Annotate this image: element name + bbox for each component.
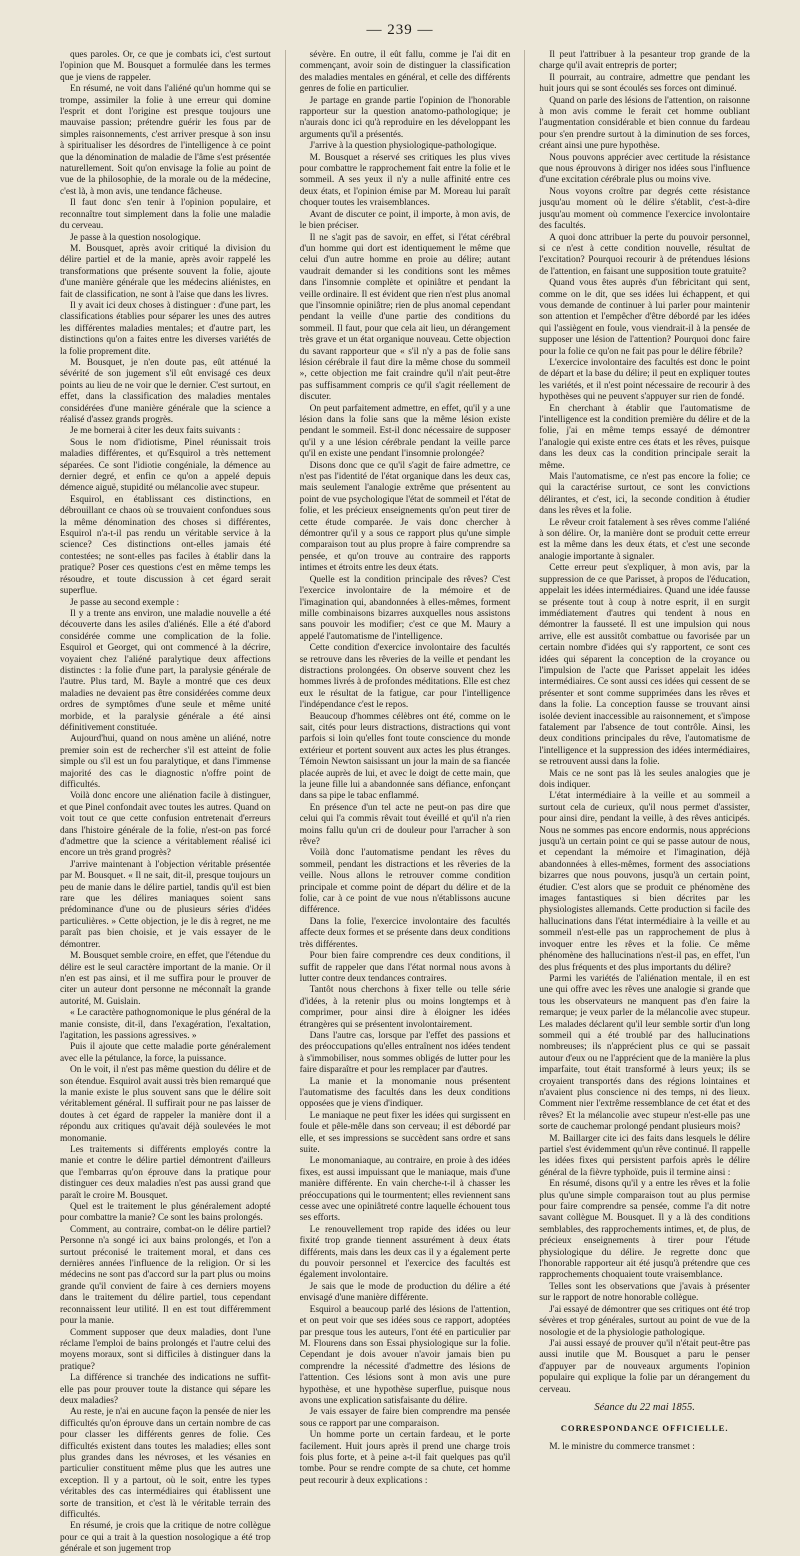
paragraph: Parmi les variétés de l'aliénation mentale, il en est une qui offre avec les rêves une analogie si grande que tous les observateurs ne manquent pas d'en faire la remarque; je veux parler de la mélancolie avec stupeur. Les malades déclarent qu'il leur semble sortir d'un long sommeil qui a été troublé par des hallucinations nombreuses; ils n'apprécient plus ce qui se passait autour d'eux ou ne l'apprécient que de la manière la plus imparfaite, tout était transformé à leurs yeux; ils se croyaient transportés dans des régions lointaines et n'avaient plus conscience ni des temps, ni des lieux. Comment nier l'extrême ressemblance de cet état et des rêves? Et la mélancolie avec stupeur n'est-elle pas une sorte de cauchemar prolongé pendant plusieurs mois? (539, 973, 750, 1133)
paragraph: Au reste, je n'ai en aucune façon la pensée de nier les difficultés qu'on éprouve dans un certain nombre de cas pour classer les différents genres de folie. Ces difficultés existent dans toutes les maladies; elles sont plus grandes dans les névroses, et les vésanies en particulier constituent même plus que les autres une exception. Il y a partout, où le soit, entre les types véritables des cas intermédiaires qui établissent une sorte de transition, et c'est là le véritable terrain des difficultés. (60, 1407, 271, 1520)
paragraph: Aujourd'hui, quand on nous amène un aliéné, notre premier soin est de rechercher s'il est atteint de folie simple ou s'il est un fou paralytique, et dans l'immense majorité des cas le diagnostic n'offre point de difficultés. (60, 734, 271, 790)
text-columns (60, 50, 750, 1555)
paragraph: Cette condition d'exercice involontaire des facultés se retrouve dans les rêveries de la veille et pendant les distractions prolongées. On observe souvent chez les hommes livrés à de profondes méditations. Elle est chez eux le résultat de la fatigue, car pour l'intelligence l'indépendance c'est le repos. (299, 643, 511, 711)
paragraph: Je passe à la question nosologique. (70, 232, 201, 243)
paragraph: Je vais essayer de faire bien comprendre ma pensée sous ce rapport par une comparaison. (299, 1407, 511, 1429)
paragraph: L'exercice involontaire des facultés est donc le point de départ et la base du délire; il peut en expliquer toutes les variétés, et il n'est point nécessaire de recourir à des hypothèses qui ne peuvent s'appuyer sur rien de fondé. (539, 357, 750, 403)
session-date: Séance du 22 mai 1855. (594, 1401, 695, 1413)
paragraph: Esquirol, en établissant ces distinctions, en débrouillant ce chaos où se trouvaient confondues sous la même dénomination des choses si différentes, Esquirol n'a-t-il pas rendu un véritable service à la science? Ces distinctions ont-elles jamais été contestées; ne sont-elles pas faciles à établir dans la pratique? Poser ces questions c'est en même temps les résoudre, et toute discussion à cet égard serait superflue. (60, 494, 271, 597)
column-right (539, 50, 750, 1453)
paragraph: M. Bousquet, je n'en doute pas, eût atténué la sévérité de son jugement s'il eût envisagé ces deux points au lieu de ne voir que le dernier. C'est surtout, en effet, dans la classification des maladies mentales considérées d'une manière générale que la science a réalisé d'assez grands progrès. (60, 357, 271, 425)
paragraph: Le rêveur croit fatalement à ses rêves comme l'aliéné à son délire. Or, la manière dont se produit cette erreur est la même dans les deux états, et c'est une seconde analogie importante à signaler. (539, 517, 750, 562)
section-title: CORRESPONDANCE OFFICIELLE. (560, 1423, 729, 1434)
paragraph: Cette erreur peut s'expliquer, à mon avis, par la suppression de ce que Parisset, à propos de l'éducation, appelait les idées intermédiaires. Quand une idée fausse se présente tout à coup à notre esprit, il en surgit immédiatement d'autres qui tendent à nous en démontrer la fausseté. Il est une impulsion qui nous arrive, elle est aussitôt combattue ou favorisée par un certain nombre d'idées qui s'y rapportent, ce sont ces idées qui séparent la conception de la croyance ou l'impulsion de l'acte que Parisset appelait les idées intermédiaires. Ce sont aussi ces idées qui cessent de se présenter et sont comme supprimées dans les rêves et dans la folie. La conception fausse se trouvant ainsi isolée devient inaccessible au raisonnement, et s'impose fatalement par l'absence de tout contrôle. Ainsi, les deux conditions principales du rêve, l'automatisme de l'intelligence et la suppression des idées intermédiaires, se retrouvent aussi dans la folie. (539, 563, 750, 768)
column-middle (299, 50, 511, 1486)
paragraph: Quand on parle des lésions de l'attention, on raisonne à mon avis comme le ferait cet homme oubliant l'augmentation considérable et bien connue du fardeau pour s'en prendre surtout à la diminution de ses forces, créant ainsi une pure hypothèse. (539, 95, 750, 152)
paragraph: J'arrive maintenant à l'objection véritable présentée par M. Bousquet. « Il ne sait, dit-il, presque toujours un peu de manie dans le délire partiel, tandis qu'il est bien rare que les délires maniaques soient sans prédominance d'une ou de plusieurs séries d'idées particulières. » Cette objection, je le dis à regret, ne me paraît pas bien choisie, et je vais essayer de le démontrer. (60, 859, 271, 950)
paragraph: Je me bornerai à citer les deux faits suivants : (70, 426, 241, 437)
paragraph: ques paroles. Or, ce que je combats ici, c'est surtout l'opinion que M. Bousquet a formulée dans les termes que je viens de rappeler. (60, 50, 271, 83)
paragraph: Nous voyons croître par degrés cette résistance jusqu'au moment où le délire s'établit, c'est-à-dire jusqu'au moment où commence l'exercice involontaire des facultés. (539, 186, 750, 232)
paragraph: Telles sont les observations que j'avais à présenter sur le rapport de notre honorable collègue. (539, 1281, 750, 1304)
paragraph: Quel est le traitement le plus généralement adopté pour combattre la manie? Ce sont les bains prolongés. (60, 1202, 271, 1224)
paragraph: La manie et la monomanie nous présentent l'automatisme des facultés dans les deux conditions opposées que je viens d'indiquer. (299, 1076, 511, 1110)
paragraph: Je partage en grande partie l'opinion de l'honorable rapporteur sur la question anatomo-pathologique; je n'aurais donc ici qu'à reproduire en les développant les arguments qu'il a présentés. (299, 95, 511, 140)
paragraph: Voilà donc encore une aliénation facile à distinguer, et que Pinel confondait avec toutes les autres. Quand on voit tout ce que cette confusion entretenait d'erreurs dans l'histoire générale de la folie, n'est-on pas forcé d'admettre que la science a véritablement réalisé ici encore un très grand progrès? (60, 791, 271, 859)
paragraph: Esquirol a beaucoup parlé des lésions de l'attention, et on peut voir que ses idées sous ce rapport, adoptées par presque tous les auteurs, l'ont été en particulier par M. Flourens dans son Essai physiologique sur la folie. Cependant je dois avouer n'avoir jamais bien pu comprendre la nécessité d'admettre des lésions de l'attention. Ces lésions sont à mon avis une pure hypothèse, et une hypothèse superflue, puisque nous avons une explication satisfaisante du délire. (299, 1304, 511, 1406)
paragraph: Puis il ajoute que cette maladie porte généralement avec elle la pétulance, la force, la puissance. (60, 1042, 271, 1064)
paragraph: Pour bien faire comprendre ces deux conditions, il suffit de rappeler que dans l'état normal nous avons à lutter contre deux tendances contraires. (299, 951, 511, 984)
paragraph: La différence si tranchée des indications ne suffit-elle pas pour prouver toute la distance qui sépare les deux maladies? (60, 1373, 271, 1406)
column-left (60, 50, 271, 1555)
page-number: — 239 — (366, 22, 434, 38)
paragraph: Il ne s'agit pas de savoir, en effet, si l'état cérébral d'un homme qui dort est identiquement le même que celui d'un autre homme en proie au délire; autant vaudrait demander si les conditions sont les mêmes dans l'insomnie complète et opiniâtre et pendant la veille ordinaire. Il est évident que rien n'est plus anomal que l'insomnie opiniâtre; rien de plus anomal cependant pendant la veille d'une partie des conditions du sommeil. Il faut, pour que cela ait lieu, un dérangement très grave et un état organique nouveau. Cette objection du savant rapporteur que « s'il n'y a pas de folie sans lésion cérébrale il faut dire la même chose du sommeil », cette objection me fait craindre qu'il n'ait peut-être pas suffisamment compris ce qu'il s'agit réellement de discuter. (299, 232, 511, 403)
paragraph: En résumé, je crois que la critique de notre collègue pour ce qui a trait à la question nosologique a été trop générale et son jugement trop (60, 1521, 271, 1555)
paragraph: Avant de discuter ce point, il importe, à mon avis, de le bien préciser. (299, 209, 511, 232)
paragraph: Mais ce ne sont pas là les seules analogies que je dois indiquer. (539, 768, 750, 790)
paragraph: Quelle est la condition principale des rêves? C'est l'exercice involontaire de la mémoire et de l'imagination qui, abandonnées à elles-mêmes, forment mille combinaisons bizarres auxquelles nous assistons sans pouvoir les modifier; c'est ce que M. Maury a appelé l'automatisme de l'intelligence. (299, 574, 511, 642)
paragraph: L'état intermédiaire à la veille et au sommeil a surtout cela de curieux, qu'il nous permet d'assister, pour ainsi dire, pendant la veille, à des rêves anticipés. Nous ne sommes pas encore endormis, nous apprécions jusqu'à un certain point ce qui se passe autour de nous, et cependant la mémoire et l'imagination, déjà abandonnées à elles-mêmes, forment des associations bizarres que nous pouvons, jusqu'à un certain point, étudier. C'est alors que se produit ce phénomène des images fantastiques si bien décrites par les physiologistes allemands. Cette production si facile des hallucinations dans l'état intermédiaire à la veille et au sommeil n'est-elle pas un rapprochement de plus à invoquer entre les rêves et la folie. Ce même phénomène des hallucinations n'est-il pas, en effet, l'un des plus fréquents et des plus importants du délire? (539, 791, 750, 973)
paragraph: M. Baillarger cite ici des faits dans lesquels le délire partiel s'est évidemment qu'un rêve continué. Il rappelle les idées fixes qui persistent parfois après le délire général de la fièvre typhoïde, puis il termine ainsi : (539, 1133, 750, 1178)
paragraph: Le monomaniaque, au contraire, en proie à des idées fixes, est aussi impuissant que le maniaque, mais d'une manière différente. En vain cherche-t-il à chasser les préoccupations qui le tourmentent; elles reviennent sans cesse avec une opiniâtreté contre laquelle échouent tous ses efforts. (299, 1156, 511, 1224)
paragraph: Je passe au second exemple : (70, 597, 180, 608)
paragraph: Un homme porte un certain fardeau, et le porte facilement. Huit jours après il prend une charge trois fois plus forte, et à peine a-t-il fait quelques pas qu'il tombe. Pour se rendre compte de sa chute, cet homme peut recourir à deux explications : (299, 1430, 511, 1486)
paragraph: En cherchant à établir que l'automatisme de l'intelligence est la condition première du délire et de la folie, j'ai en même temps essayé de démontrer l'analogie qui existe entre ces états et les rêves, puisque dans les deux cas la condition principale serait la même. (539, 403, 750, 471)
paragraph: J'arrive à la question physiologique-pathologique. (309, 141, 497, 152)
paragraph: Mais l'automatisme, ce n'est pas encore la folie; ce qui la caractérise surtout, ce sont les convictions délirantes, et c'est, ici, la seconde condition à étudier dans les rêves et la folie. (539, 472, 750, 517)
paragraph: M. Bousquet semble croire, en effet, que l'étendue du délire est le seul caractère important de la manie. Or il n'en est pas ainsi, et il me suffira pour le prouver de citer un auteur dont personne ne méconnaît la grande autorité, M. Guislain. (60, 951, 271, 1007)
column-divider (524, 50, 525, 1120)
paragraph: Nous pouvons apprécier avec certitude la résistance que nous éprouvons à diriger nos idées sous l'influence d'une excitation cérébrale plus ou moins vive. (539, 152, 750, 186)
paragraph: Il faut donc s'en tenir à l'opinion populaire, et reconnaître tout simplement dans la folie une maladie du cerveau. (60, 198, 271, 232)
paragraph: On peut parfaitement admettre, en effet, qu'il y a une lésion dans la folie sans que la même lésion existe pendant le sommeil. Est-il donc nécessaire de supposer qu'il y a une lésion cérébrale pendant la veille parce qu'il en existe une pendant l'insomnie prolongée? (299, 403, 511, 460)
closing-line: M. le ministre du commerce transmet : (549, 1442, 695, 1453)
paragraph: Le maniaque ne peut fixer les idées qui surgissent en foule et pêle-mêle dans son cerveau; il est débordé par elle, et ses impressions se succèdent sans ordre et sans suite. (299, 1110, 511, 1155)
paragraph: J'ai essayé de démontrer que ses critiques ont été trop sévères et trop générales, surtout au point de vue de la nosologie et de la physiologie pathologique. (539, 1304, 750, 1338)
paragraph: M. Bousquet a réservé ses critiques les plus vives pour combattre le rapprochement fait entre la folie et le sommeil. A ses yeux il n'y a nulle affinité entre ces deux états, et l'opinion émise par M. Moreau lui paraît choquer toutes les vraisemblances. (299, 152, 511, 209)
paragraph: En résumé, ne voit dans l'aliéné qu'un homme qui se trompe, assimiler la folie à une erreur qui domine l'esprit et dont l'origine est presque toujours une mauvaise passion; prétendre guérir les fous par de simples raisonnements, c'est arriver presque à son insu à spiritualiser les désordres de l'intelligence à ce point que la dénomination de maladie de l'âme s'est présentée naturellement. Soit qu'on envisage la folie au point de vue de la philosophie, de la morale ou de la médecine, c'est là, à mon avis, une tendance fâcheuse. (60, 84, 271, 197)
paragraph: J'ai aussi essayé de prouver qu'il n'était peut-être pas aussi inutile que M. Bousquet a paru le penser d'appuyer par de nouveaux arguments l'opinion populaire qui explique la folie par un dérangement du cerveau. (539, 1338, 750, 1395)
paragraph: Beaucoup d'hommes célèbres ont été, comme on le sait, cités pour leurs distractions, distractions qui vont parfois si loin qu'elles font toute conscience du monde extérieur et portent souvent aux actes les plus étranges. Témoin Newton saisissant un jour la main de sa fiancée placée auprès de lui, et avec le doigt de cette main, que la jeune fille lui a abandonnée sans défiance, enfonçant dans sa pipe le tabac enflammé. (299, 711, 511, 802)
paragraph: Il y avait ici deux choses à distinguer : d'une part, les classifications établies pour séparer les unes des autres les différentes maladies mentales; et d'autre part, les distinctions qu'on a faites entre les diverses variétés de la folie proprement dite. (60, 300, 271, 357)
paragraph: Les traitements si différents employés contre la manie et contre le délire partiel démontrent d'ailleurs que l'embarras qu'on éprouve dans la pratique pour distinguer ces deux maladies n'est pas aussi grand que paraît le croire M. Bousquet. (60, 1145, 271, 1201)
paragraph: On le voit, il n'est pas même question du délire et de son étendue. Esquirol avait aussi très bien remarqué que la manie existe le plus souvent sans que le délire soit véritablement général. Il suffirait pour ne pas laisser de doutes à cet égard de rappeler la manière dont il a répondu aux critiques qu'avait déjà soulevées le mot monomanie. (60, 1065, 271, 1144)
paragraph: Il y a trente ans environ, une maladie nouvelle a été découverte dans les asiles d'aliénés. Elle a été d'abord considérée comme une complication de la folie. Esquirol et Georget, qui ont commencé à la décrire, voyaient chez l'aliéné paralytique deux affections distinctes : la folie d'une part, la paralysie générale de l'autre. Plus tard, M. Bayle a montré que ces deux maladies ne devaient pas être considérées comme deux ordres de symptômes d'une seule et même unité morbide, et la paralysie générale a été ainsi définitivement constituée. (60, 608, 271, 733)
paragraph: Disons donc que ce qu'il s'agit de faire admettre, ce n'est pas l'identité de l'état organique dans les deux cas, mais seulement l'analogie extrême que présentent au point de vue psychologique l'état de sommeil et l'état de folie, et les précieux enseignements qu'on peut tirer de cette étude comparée. Je vais donc chercher à démontrer qu'il y a sous ce rapport plus qu'une simple comparaison tout au plus propre à faire comprendre sa pensée, et qu'on trouve au contraire des rapports intimes et étroits entre les deux états. (299, 460, 511, 574)
paragraph: Il peut l'attribuer à la pesanteur trop grande de la charge qu'il avait entrepris de porter; (539, 50, 750, 72)
column-divider (285, 50, 286, 1120)
paragraph: M. Bousquet, après avoir critiqué la division du délire partiel et de la manie, après avoir rappelé les transformations que présente souvent la folie, ajoute d'une manière générale que les médecins aliénistes, en fait de classification, ne sont à l'aise que dans les livres. (60, 243, 271, 300)
paragraph: A quoi donc attribuer la perte du pouvoir personnel, si ce n'est à cette condition nouvelle, résultat de l'excitation? Pourquoi recourir à de prétendues lésions de l'attention, en faisant une supposition toute gratuite? (539, 232, 750, 277)
paragraph: Le renouvellement trop rapide des idées ou leur fixité trop grande tiennent assurément à deux états différents, mais dans les deux cas il y a également perte du pouvoir personnel et l'exercice des facultés est également involontaire. (299, 1224, 511, 1281)
paragraph: Quand vous êtes auprès d'un fébricitant qui sent, comme on le dit, que ses idées lui échappent, et qui vous demande de continuer à lui parler pour maintenir son attention et l'empêcher d'être débordé par les idées qui l'assiègent en foule, vous viendrait-il à la pensée de supposer une lésion de l'attention? Pourquoi donc faire pour la folie ce qu'on ne fait pas pour le délire fébrile? (539, 278, 750, 357)
page-header (0, 22, 800, 39)
paragraph: Dans la folie, l'exercice involontaire des facultés affecte deux formes et se présente dans deux conditions très différentes. (299, 916, 511, 950)
paragraph: sévère. En outre, il eût fallu, comme je l'ai dit en commençant, avoir soin de distinguer la classification des maladies mentales en général, et celle des différents genres de folie en particulier. (299, 50, 511, 95)
paragraph: Je sais que le mode de production du délire a été envisagé d'une manière différente. (299, 1281, 511, 1304)
paragraph: Comment, au contraire, combat-on le délire partiel? Personne n'a songé ici aux bains prolongés, et l'on a surtout préconisé le traitement moral, et dans ces dernières années l'influence de la religion. Or si les médecins ne sont pas d'accord sur la part plus ou moins grande qu'il convient de faire à ces derniers moyens dans le traitement du délire partiel, tous cependant reconnaissent leur utilité. Il en est tout différemment pour la manie. (60, 1224, 271, 1327)
paragraph: Tantôt nous cherchons à fixer telle ou telle série d'idées, à la retenir plus ou moins longtemps et à comprimer, pour ainsi dire à éloigner les idées étrangères qui se présentent involontairement. (299, 985, 511, 1030)
paragraph: Voilà donc l'automatisme pendant les rêves du sommeil, pendant les distractions et les rêveries de la veille. Nous allons le retrouver comme condition principale et comme point de départ du délire et de la folie, car à ce point de vue nous n'établissons aucune différence. (299, 848, 511, 916)
paragraph: En résumé, disons qu'il y a entre les rêves et la folie plus qu'une simple comparaison tout au plus permise pour faire comprendre sa pensée, comme l'a dit notre savant collègue M. Bousquet. Il y a là des conditions semblables, des rapprochements intimes, et, de plus, de précieux enseignements à tirer pour l'étude physiologique du délire. Je regrette donc que l'honorable rapporteur ait été jusqu'à prétendre que ces rapprochements choquaient toute vraisemblance. (539, 1179, 750, 1281)
paragraph: « Le caractère pathognomonique le plus général de la manie consiste, dit-il, dans l'exagération, l'exaltation, l'agitation, les passions agressives. » (60, 1008, 271, 1041)
paragraph: En présence d'un tel acte ne peut-on pas dire que celui qui l'a commis rêvait tout éveillé et qu'il n'a rien moins fallu qu'un cri de douleur pour l'arracher à son rêve? (299, 802, 511, 848)
paragraph: Comment supposer que deux maladies, dont l'une réclame l'emploi de bains prolongés et l'autre celui des moyens moraux, sont si difficiles à distinguer dans la pratique? (60, 1327, 271, 1372)
paragraph: Il pourrait, au contraire, admettre que pendant les huit jours qui se sont écoulés ses forces ont diminué. (539, 72, 750, 95)
paragraph: Sous le nom d'idiotisme, Pinel réunissait trois maladies différentes, et qu'Esquirol a très nettement séparées. Ce sont l'idiotie congéniale, la démence au dernier degré, et enfin ce qu'on a appelé depuis démence aiguë, stupidité ou mélancolie avec stupeur. (60, 437, 271, 494)
paragraph: Dans l'autre cas, lorsque par l'effet des passions et des préoccupations qu'elles entraînent nos idées tendent à s'immobiliser, nous sommes obligés de lutter pour les faire disparaître et pour les remplacer par d'autres. (299, 1030, 511, 1076)
